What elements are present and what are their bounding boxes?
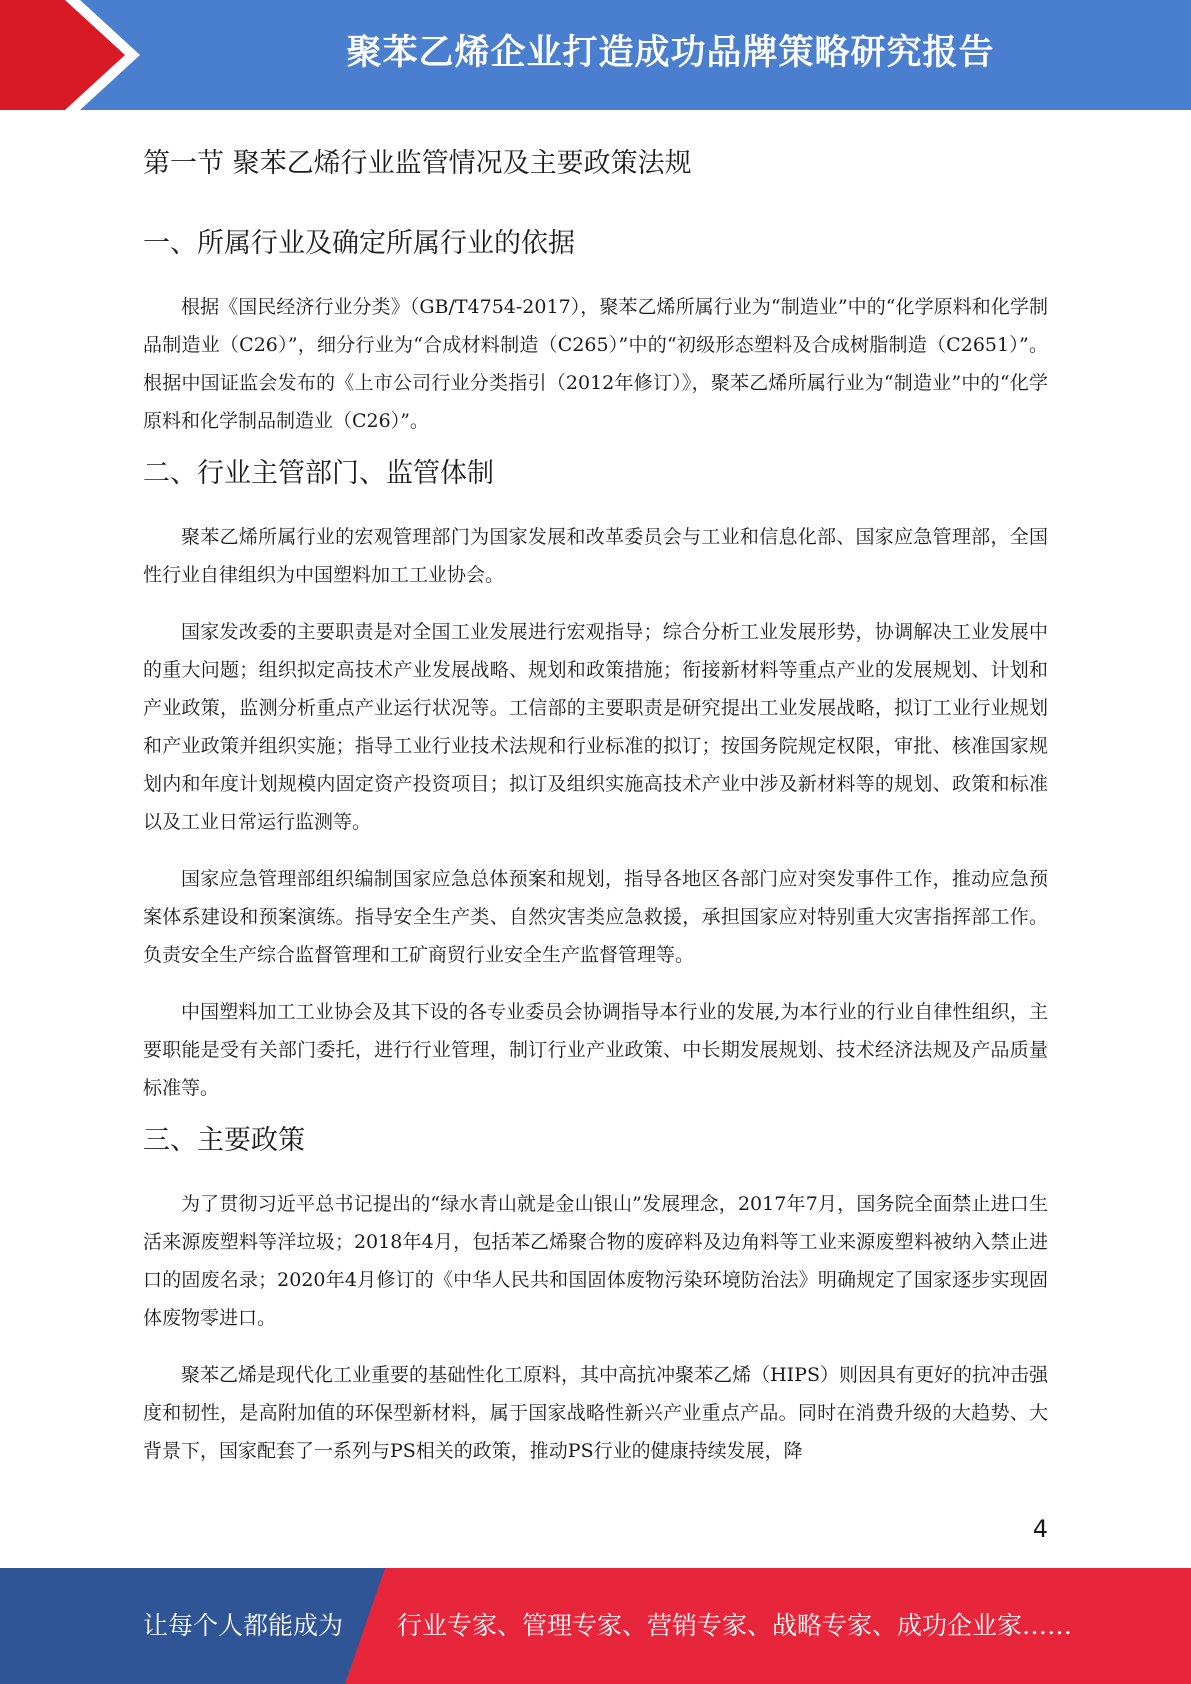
paragraph: 聚苯乙烯是现代化工业重要的基础性化工原料，其中高抗冲聚苯乙烯（HIPS）则因具有更好的抗冲击强度和韧性，是高附加值的环保型新材料，属于国家战略性新兴产业重点产品。同时在消费升级的大趋势、大背景下，国家配套了一系列与PS相关的政策，推动PS行业的健康持续发展，降 xyxy=(143,1364,1048,1462)
footer-slogan-lead: 让每个人都能成为 xyxy=(143,1611,344,1640)
section-title: 第一节 聚苯乙烯行业监管情况及主要政策法规 xyxy=(143,148,692,179)
paragraph: 为了贯彻习近平总书记提出的“绿水青山就是金山银山”发展理念，2017年7月，国务院全面禁止进口生活来源废塑料等洋垃圾；2018年4月，包括苯乙烯聚合物的废碎料及边角料等工业来源废塑料被纳入禁止进口的固废名录；2020年4月修订的《中华人民共和国固体废物污染环境防治法》明确规定了国家逐步实现固体废物零进口。 xyxy=(143,1193,1048,1329)
document-body xyxy=(143,120,1048,1470)
heading-regulatory-system: 二、行业主管部门、监管体制 xyxy=(143,458,494,489)
header-banner xyxy=(0,0,1191,110)
paragraph: 中国塑料加工工业协会及其下设的各专业委员会协调指导本行业的发展,为本行业的行业自律性组织，主要职能是受有关部门委托，进行行业管理，制订行业产业政策、中长期发展规划、技术经济法规及产品质量标准等。 xyxy=(143,1001,1048,1099)
paragraph: 根据《国民经济行业分类》（GB/T4754-2017），聚苯乙烯所属行业为“制造业”中的“化学原料和化学制品制造业（C26）”，细分行业为“合成材料制造（C265）”中的“初级形态塑料及合成树脂制造（C2651）”。根据中国证监会发布的《上市公司行业分类指引（2012年修订）》，聚苯乙烯所属行业为“制造业”中的“化学原料和化学制品制造业（C26）”。 xyxy=(143,296,1048,432)
paragraph: 国家发改委的主要职责是对全国工业发展进行宏观指导；综合分析工业发展形势，协调解决工业发展中的重大问题；组织拟定高技术产业发展战略、规划和政策措施；衔接新材料等重点产业的发展规划、计划和产业政策，监测分析重点产业运行状况等。工信部的主要职责是研究提出工业发展战略，拟订工业行业规划和产业政策并组织实施；指导工业行业技术法规和行业标准的拟订；按国务院规定权限，审批、核准国家规划内和年度计划规模内固定资产投资项目；拟订及组织实施高技术产业中涉及新材料等的规划、政策和标准以及工业日常运行监测等。 xyxy=(143,621,1048,833)
heading-industry-classification: 一、所属行业及确定所属行业的依据 xyxy=(143,228,575,259)
header-red-arrow-decoration xyxy=(0,0,150,110)
page-number: 4 xyxy=(1032,1515,1048,1543)
footer-banner xyxy=(0,1568,1191,1684)
paragraph: 聚苯乙烯所属行业的宏观管理部门为国家发展和改革委员会与工业和信息化部、国家应急管理部，全国性行业自律组织为中国塑料加工工业协会。 xyxy=(143,526,1048,586)
paragraph: 国家应急管理部组织编制国家应急总体预案和规划，指导各地区各部门应对突发事件工作，推动应急预案体系建设和预案演练。指导安全生产类、自然灾害类应急救援，承担国家应对特别重大灾害指挥部工作。负责安全生产综合监督管理和工矿商贸行业安全生产监督管理等。 xyxy=(143,868,1048,966)
report-title: 聚苯乙烯企业打造成功品牌策略研究报告 xyxy=(346,33,995,73)
heading-main-policies: 三、主要政策 xyxy=(143,1125,305,1156)
footer-slogan-roles: 行业专家、管理专家、营销专家、战略专家、成功企业家…… xyxy=(397,1611,1073,1640)
